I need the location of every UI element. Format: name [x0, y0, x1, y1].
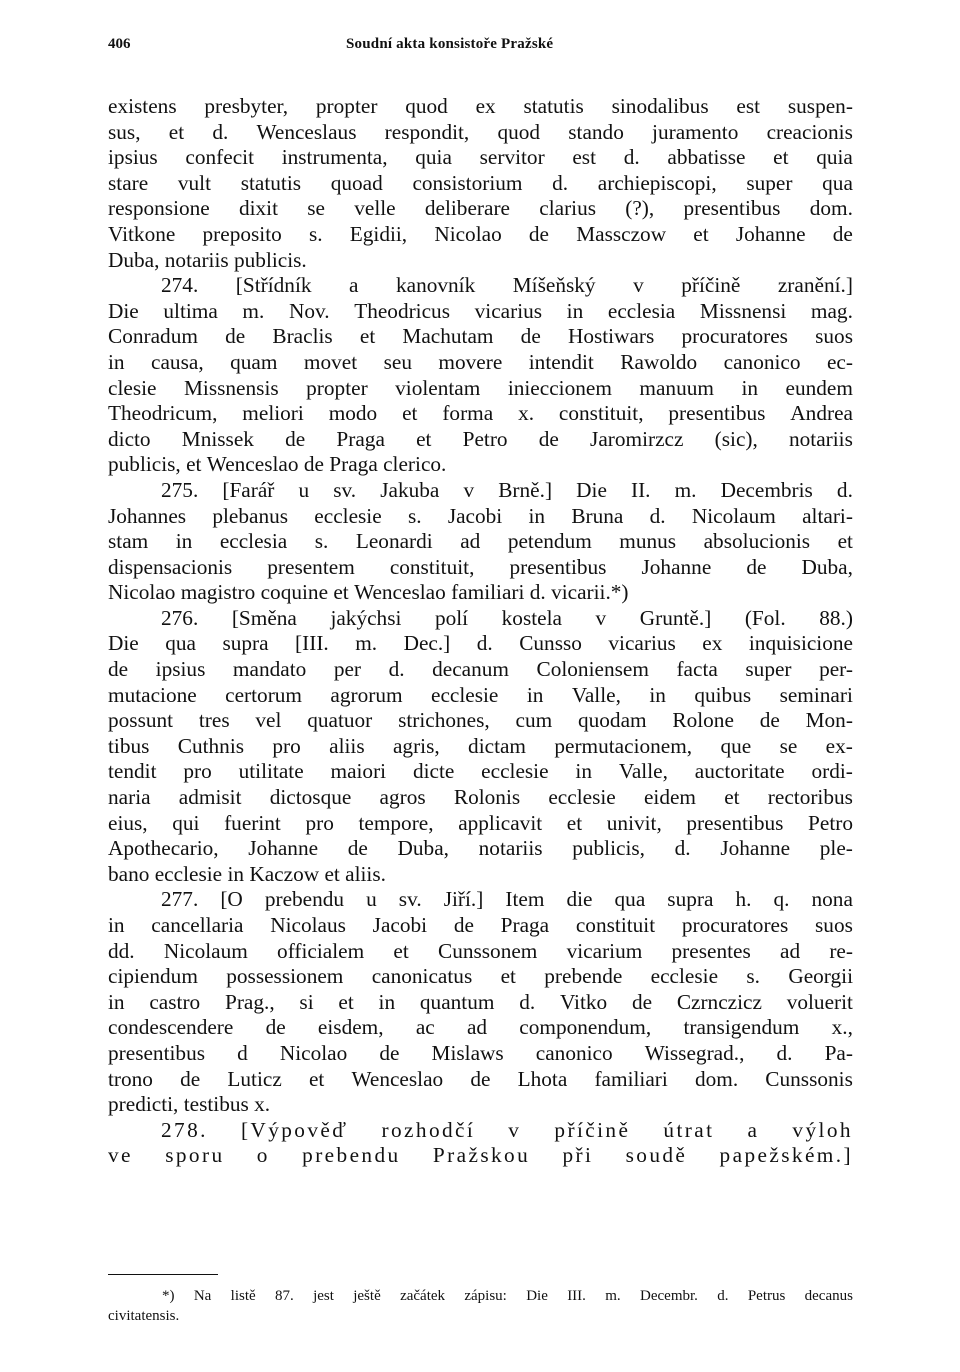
body_lines-line: responsione dixit se velle deliberare clarius (?), presentibus dom.	[108, 196, 853, 221]
body_lines-line: dispensacionis presentem constituit, presentibus Johanne de Duba,	[108, 554, 853, 579]
body_lines-line: tendit pro utilitate maiori dicte ecclesie in Valle, auctoritate ordi-	[108, 759, 853, 784]
body_lines-line: dd. Nicolaum officialem et Cunssonem vicarium presentes ad re-	[108, 938, 853, 963]
body_lines-line: condescendere de eisdem, ac ad componendum, transigendum x.,	[108, 1015, 853, 1040]
body_lines-line: bano ecclesie in Kaczow et aliis.	[108, 861, 386, 886]
body_lines-line: trono de Luticz et Wenceslao de Lhota familiari dom. Cunssonis	[108, 1066, 853, 1091]
body_lines-line: mutacione certorum agrorum ecclesie in Valle, in quibus seminari	[108, 682, 853, 707]
body_lines-line: Theodricum, meliori modo et forma x. constituit, presentibus Andrea	[108, 401, 853, 426]
body_lines-line: 274. [Střídník a kanovník Míšeňský v příčině zranění.]	[161, 273, 853, 298]
body_lines-line: naria admisit dictosque agros Rolonis ecclesie eidem et rectoribus	[108, 785, 853, 810]
body_lines-line: Johannes plebanus ecclesie s. Jacobi in Bruna d. Nicolaum altari-	[108, 503, 853, 528]
body_lines-line: stare vult statutis quoad consistorium d. archiepiscopi, super qua	[108, 170, 853, 195]
body_lines-line: 275. [Farář u sv. Jakuba v Brně.] Die II. m. Decembris d.	[161, 477, 853, 502]
body_lines-line: Vitkone preposito s. Egidii, Nicolao de Massczow et Johanne de	[108, 221, 853, 246]
body_lines-line: in cancellaria Nicolaus Jacobi de Praga constituit procuratores suos	[108, 913, 853, 937]
body_lines-line: ve sporu o prebendu Pražskou při soudě papežském.]	[108, 1143, 853, 1168]
footnote-rule	[108, 1274, 218, 1275]
body_lines-line: Conradum de Braclis et Machutam de Hostiwars procuratores suos	[108, 324, 853, 349]
body_lines-line: 278. [Výpověď rozhodčí v příčině útrat a výloh	[161, 1117, 853, 1142]
body_lines-line: cipiendum possessionem canonicatus et prebende ecclesie s. Georgii	[108, 964, 853, 989]
body_lines-line: predicti, testibus x.	[108, 1092, 271, 1117]
document-page	[108, 30, 853, 1324]
footnote-line: *) Na listě 87. jest ještě začátek zápisu: Die III. m. Decembr. d. Petrus decanus	[162, 1288, 853, 1304]
footnote-line: civitatensis.	[108, 1308, 180, 1324]
body_lines-line: Duba, notariis publicis.	[108, 247, 307, 272]
body_lines-line: Die qua supra [III. m. Dec.] d. Cunsso vicarius ex inquisicione	[108, 631, 853, 656]
body_lines-line: in castro Prag., si et in quantum d. Vitko de Czrnczicz voluerit	[108, 989, 853, 1014]
body_lines-line: dicto Mnissek de Praga et Petro de Jaromirzcz (sic), notariis	[108, 426, 853, 451]
body_lines-line: tibus Cuthnis pro aliis agris, dictam permutacionem, que se ex-	[108, 733, 853, 758]
body_lines-line: ipsius confecit instrumenta, quia servitor est d. abbatisse et quia	[108, 145, 853, 170]
body_lines-line: Die ultima m. Nov. Theodricus vicarius in ecclesia Missnensi mag.	[108, 298, 853, 323]
body_lines-line: clesie Missnensis propter violentam inieccionem manuum in eundem	[108, 375, 853, 400]
body_lines-line: Nicolao magistro coquine et Wenceslao familiari d. vicarii.*)	[108, 580, 629, 605]
running-title: Soudní akta konsistoře Pražské	[346, 36, 554, 52]
body_lines-line: eius, qui fuerint pro tempore, applicavit et univit, presentibus Petro	[108, 810, 853, 835]
body-text	[108, 94, 853, 1169]
body_lines-line: publicis, et Wenceslao de Praga clerico.	[108, 452, 447, 477]
body_lines-line: 276. [Směna jakýchsi polí kostela v Gruntě.] (Fol. 88.)	[161, 605, 853, 630]
body_lines-line: de ipsius mandato per d. decanum Coloniensem facta super per-	[108, 657, 853, 682]
body_lines-line: presentibus d Nicolao de Mislaws canonico Wissegrad., d. Pa-	[108, 1040, 853, 1065]
body_lines-line: existens presbyter, propter quod ex statutis sinodalibus est suspen-	[108, 94, 853, 118]
body_lines-line: in causa, quam movet seu movere intendit Rawoldo canonico ec-	[108, 349, 853, 374]
page-header	[108, 30, 853, 58]
body_lines-line: possunt tres vel quatuor strichones, cum quodam Rolone de Mon-	[108, 708, 853, 733]
footnote	[108, 1286, 853, 1326]
body_lines-line: Apothecario, Johanne de Duba, notariis publicis, d. Johanne ple-	[108, 836, 853, 861]
body_lines-line: 277. [O prebendu u sv. Jiří.] Item die qua supra h. q. nona	[161, 887, 853, 912]
page-number: 406	[108, 36, 131, 52]
body_lines-line: stam in ecclesia s. Leonardi ad petendum munus absolucionis et	[108, 529, 853, 554]
body_lines-line: sus, et d. Wenceslaus respondit, quod stando juramento creacionis	[108, 119, 853, 144]
